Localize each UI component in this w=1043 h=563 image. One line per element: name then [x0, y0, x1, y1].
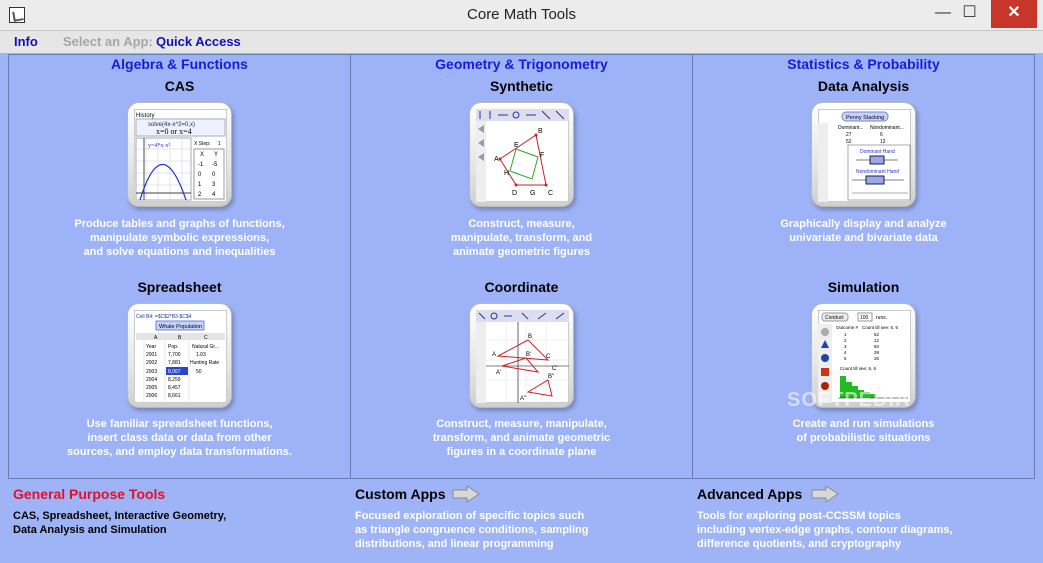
app-title-coordinate[interactable]: Coordinate [484, 279, 559, 295]
svg-text:1: 1 [218, 141, 221, 147]
svg-text:52: 52 [846, 139, 852, 145]
svg-text:3: 3 [212, 182, 216, 188]
svg-text:1.03: 1.03 [196, 352, 206, 358]
svg-text:50: 50 [196, 369, 202, 375]
svg-text:7,881: 7,881 [168, 360, 181, 366]
svg-text:26: 26 [874, 356, 880, 361]
cas-solve-text: solve(4x-x^2=0,x) [148, 122, 195, 128]
svg-text:B: B [528, 334, 533, 340]
svg-text:5: 5 [844, 356, 847, 361]
svg-text:2005: 2005 [146, 385, 158, 391]
panel-geometry-trigonometry [350, 54, 693, 479]
softpedia-watermark: SOFTPEDIA [787, 389, 911, 411]
coordinate-geometry-thumbnail-icon[interactable] [469, 303, 574, 408]
svg-text:1: 1 [844, 332, 847, 337]
svg-text:C: C [204, 335, 208, 341]
maximize-button[interactable]: ☐ [962, 4, 977, 21]
title-bar [0, 0, 1043, 31]
svg-text:Cell B4: =$C$2*B3-$C$4: Cell B4: =$C$2*B3-$C$4 [136, 314, 192, 320]
app-title-cas[interactable]: CAS [164, 78, 195, 94]
description-simulation: Create and run simulations of probabilistic situations [792, 418, 935, 444]
synthetic-geometry-thumbnail-icon[interactable] [469, 102, 574, 207]
description-spreadsheet: Use familiar spreadsheet functions, insert class data or data from other sources, and employ data transformations. [67, 418, 292, 458]
svg-text:7,700: 7,700 [168, 352, 181, 358]
svg-text:3: 3 [844, 344, 847, 349]
footer-advanced-apps-title[interactable]: Advanced Apps [697, 486, 803, 502]
svg-text:8,661: 8,661 [168, 393, 181, 399]
description-coordinate: Construct, measure, manipulate, transform, and animate geometric figures in a coordinate plane [432, 418, 611, 458]
footer-custom-apps-desc: Focused exploration of specific topics such as triangle congruence conditions, sampling distributions, and linear programming [355, 510, 589, 550]
svg-text:A': A' [496, 370, 502, 376]
svg-text:1: 1 [198, 182, 202, 188]
menu-quick-access[interactable]: Quick Access [156, 34, 241, 49]
svg-text:Dominant...: Dominant... [838, 125, 864, 131]
footer-advanced-apps-desc: Tools for exploring post-CCSSM topics including vertex-edge graphs, contour diagrams, difference quotients, and cryptography [697, 510, 953, 550]
advanced-apps-arrow-icon[interactable] [811, 485, 839, 503]
description-cas: Produce tables and graphs of functions, manipulate symbolic expressions, and solve equations and inequalities [74, 218, 285, 258]
category-title: Algebra & Functions [111, 56, 248, 72]
svg-text:12: 12 [874, 338, 880, 343]
svg-text:100: 100 [860, 315, 869, 321]
panel-algebra-functions [8, 54, 351, 479]
svg-text:60: 60 [874, 344, 880, 349]
svg-text:Dominant Hand: Dominant Hand [860, 149, 895, 155]
svg-text:Natural Gr...: Natural Gr... [192, 344, 219, 350]
svg-text:2: 2 [844, 338, 847, 343]
svg-text:4: 4 [212, 192, 216, 198]
svg-text:Count till see: 6, 6: Count till see: 6, 6 [862, 325, 899, 330]
svg-text:A": A" [520, 396, 527, 402]
category-title: Statistics & Probability [787, 56, 940, 72]
svg-text:Outcome #: Outcome # [836, 325, 859, 330]
svg-text:0: 0 [212, 172, 216, 178]
svg-text:C: C [548, 190, 554, 197]
app-title-spreadsheet[interactable]: Spreadsheet [137, 279, 222, 295]
footer-general-purpose-title[interactable]: General Purpose Tools [13, 486, 166, 502]
svg-text:E: E [514, 142, 519, 149]
svg-text:D: D [512, 190, 518, 197]
minimize-button[interactable]: — [935, 4, 951, 21]
app-title-synthetic[interactable]: Synthetic [489, 78, 553, 94]
menu-info[interactable]: Info [14, 34, 38, 49]
svg-text:8,067: 8,067 [168, 369, 181, 375]
svg-text:8,457: 8,457 [168, 385, 181, 391]
svg-text:X: X [200, 152, 205, 158]
cas-function-label: y=4*x-x² [148, 143, 171, 149]
svg-text:Whale Population: Whale Population [159, 324, 203, 330]
svg-text:4: 4 [844, 350, 847, 355]
footer-custom-apps-title[interactable]: Custom Apps [355, 486, 446, 502]
svg-text:2004: 2004 [146, 377, 158, 383]
svg-text:39: 39 [874, 350, 880, 355]
close-button[interactable]: ✕ [991, 0, 1037, 28]
svg-text:Penny Stacking: Penny Stacking [846, 115, 885, 121]
category-title: Geometry & Trigonometry [435, 56, 608, 72]
menu-select-app-label: Select an App: [63, 34, 153, 49]
svg-text:B": B" [548, 374, 555, 380]
svg-text:-1: -1 [198, 162, 204, 168]
cas-result-text: x=0 or x=4 [156, 127, 192, 136]
description-data-analysis: Graphically display and analyze univariate and bivariate data [780, 218, 947, 244]
footer-general-purpose-desc: CAS, Spreadsheet, Interactive Geometry, Data Analysis and Simulation [13, 510, 227, 536]
svg-text:Nondominant...: Nondominant... [870, 125, 904, 131]
svg-text:B: B [538, 128, 543, 135]
svg-text:Year: Year [146, 344, 157, 350]
cas-xstep-label: X Step: [194, 141, 211, 147]
app-title-simulation[interactable]: Simulation [827, 279, 900, 295]
svg-text:G: G [530, 190, 536, 197]
svg-text:C': C' [552, 366, 558, 372]
window-title: Core Math Tools [467, 6, 576, 23]
svg-text:2002: 2002 [146, 360, 158, 366]
svg-text:52: 52 [874, 332, 880, 337]
svg-text:Conduct: Conduct [825, 315, 844, 321]
svg-text:Count till see: 6, 6: Count till see: 6, 6 [840, 366, 877, 371]
svg-text:2001: 2001 [146, 352, 158, 358]
svg-text:2006: 2006 [146, 393, 158, 399]
svg-text:F: F [540, 152, 545, 159]
svg-text:Hunting Rate: Hunting Rate [190, 360, 220, 366]
svg-text:12: 12 [880, 139, 886, 145]
svg-text:Y: Y [214, 152, 219, 158]
svg-text:A: A [154, 335, 158, 341]
svg-text:B': B' [526, 352, 532, 358]
svg-text:27: 27 [846, 132, 852, 138]
custom-apps-arrow-icon[interactable] [452, 485, 480, 503]
svg-text:8,259: 8,259 [168, 377, 181, 383]
svg-text:runs.: runs. [876, 315, 888, 321]
svg-text:-5: -5 [212, 162, 218, 168]
svg-text:A: A [492, 352, 497, 358]
app-title-data-analysis[interactable]: Data Analysis [817, 78, 910, 94]
svg-text:2: 2 [198, 192, 202, 198]
data-analysis-thumbnail-icon[interactable] [811, 102, 916, 207]
svg-text:0: 0 [198, 172, 202, 178]
svg-text:Pop.: Pop. [168, 344, 179, 350]
panel-statistics-probability [692, 54, 1035, 479]
svg-text:H: H [504, 170, 510, 177]
svg-text:A: A [494, 156, 499, 163]
svg-text:2003: 2003 [146, 369, 158, 375]
svg-text:C: C [546, 354, 551, 360]
description-synthetic: Construct, measure, manipulate, transform, and animate geometric figures [450, 218, 593, 258]
spreadsheet-thumbnail-icon[interactable] [127, 303, 232, 408]
cas-thumbnail-icon[interactable] [127, 102, 232, 207]
svg-text:Nondominant Hand: Nondominant Hand [856, 169, 900, 175]
svg-text:B: B [178, 335, 182, 341]
svg-text:6: 6 [880, 132, 883, 138]
menu-bar [0, 31, 1043, 53]
cas-history-label: History [136, 113, 155, 119]
